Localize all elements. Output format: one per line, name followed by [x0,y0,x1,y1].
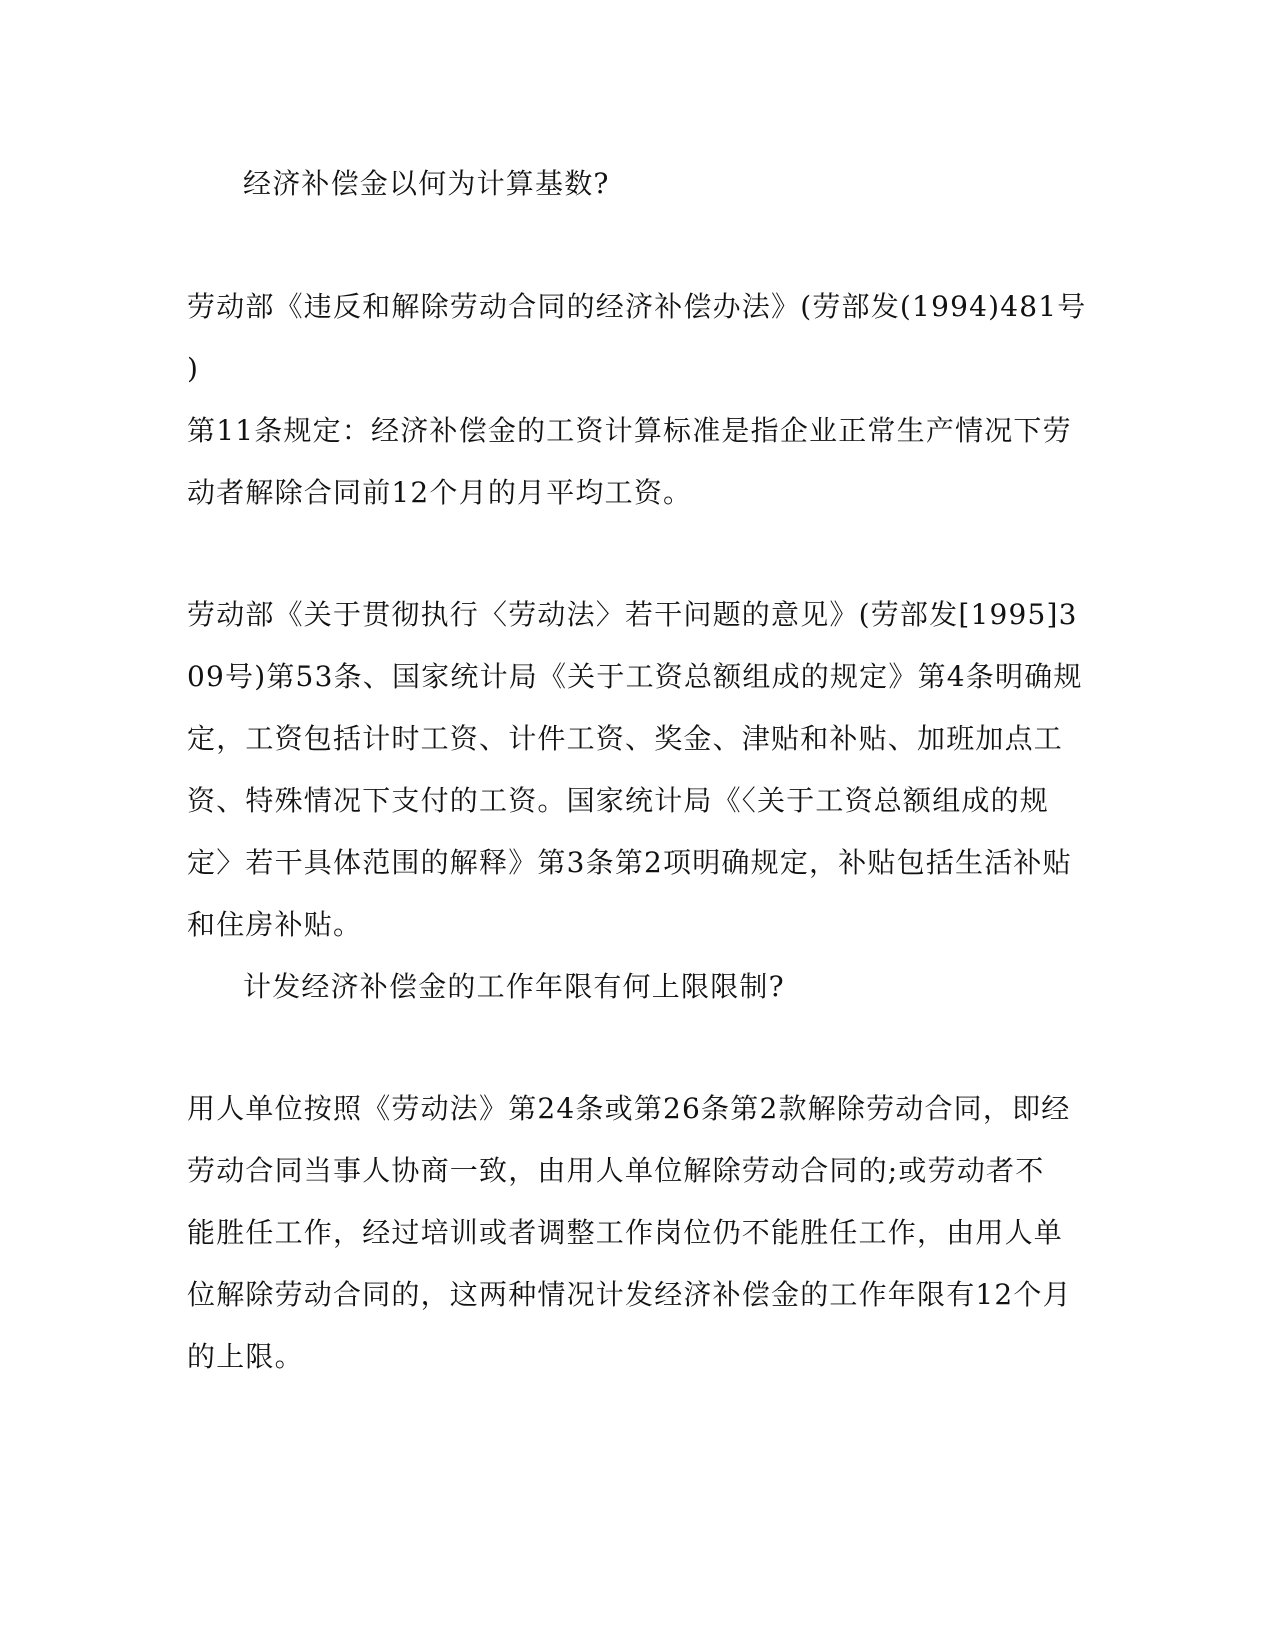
paragraph-line: 动者解除合同前12个月的月平均工资。 [187,476,693,509]
paragraph-line: 劳动合同当事人协商一致，由用人单位解除劳动合同的;或劳动者不 [187,1154,1045,1187]
section-question-work-years-limit: 计发经济补偿金的工作年限有何上限限制? [243,970,785,1003]
section-question-calculation-base: 经济补偿金以何为计算基数? [243,167,610,200]
paragraph-line: 劳动部《违反和解除劳动合同的经济补偿办法》(劳部发(1994)481号 [187,290,1087,323]
paragraph-line: 定，工资包括计时工资、计件工资、奖金、津贴和补贴、加班加点工 [187,722,1064,755]
paragraph-line: 09号)第53条、国家统计局《关于工资总额组成的规定》第4条明确规 [187,660,1083,693]
paragraph-line: 和住房补贴。 [187,908,363,941]
paragraph-line: 劳动部《关于贯彻执行〈劳动法〉若干问题的意见》(劳部发[1995]3 [187,598,1078,631]
paragraph-line: 能胜任工作，经过培训或者调整工作岗位仍不能胜任工作，由用人单 [187,1216,1064,1249]
paragraph-line: 位解除劳动合同的，这两种情况计发经济补偿金的工作年限有12个月 [187,1278,1072,1311]
paragraph-line: 定〉若干具体范围的解释》第3条第2项明确规定，补贴包括生活补贴 [187,846,1072,879]
paragraph-line: 资、特殊情况下支付的工资。国家统计局《〈关于工资总额组成的规 [187,784,1050,817]
paragraph-line: 的上限。 [187,1340,304,1373]
paragraph-line: ) [187,352,200,385]
paragraph-line: 用人单位按照《劳动法》第24条或第26条第2款解除劳动合同，即经 [187,1092,1071,1125]
paragraph-line: 第11条规定：经济补偿金的工资计算标准是指企业正常生产情况下劳 [187,414,1072,447]
